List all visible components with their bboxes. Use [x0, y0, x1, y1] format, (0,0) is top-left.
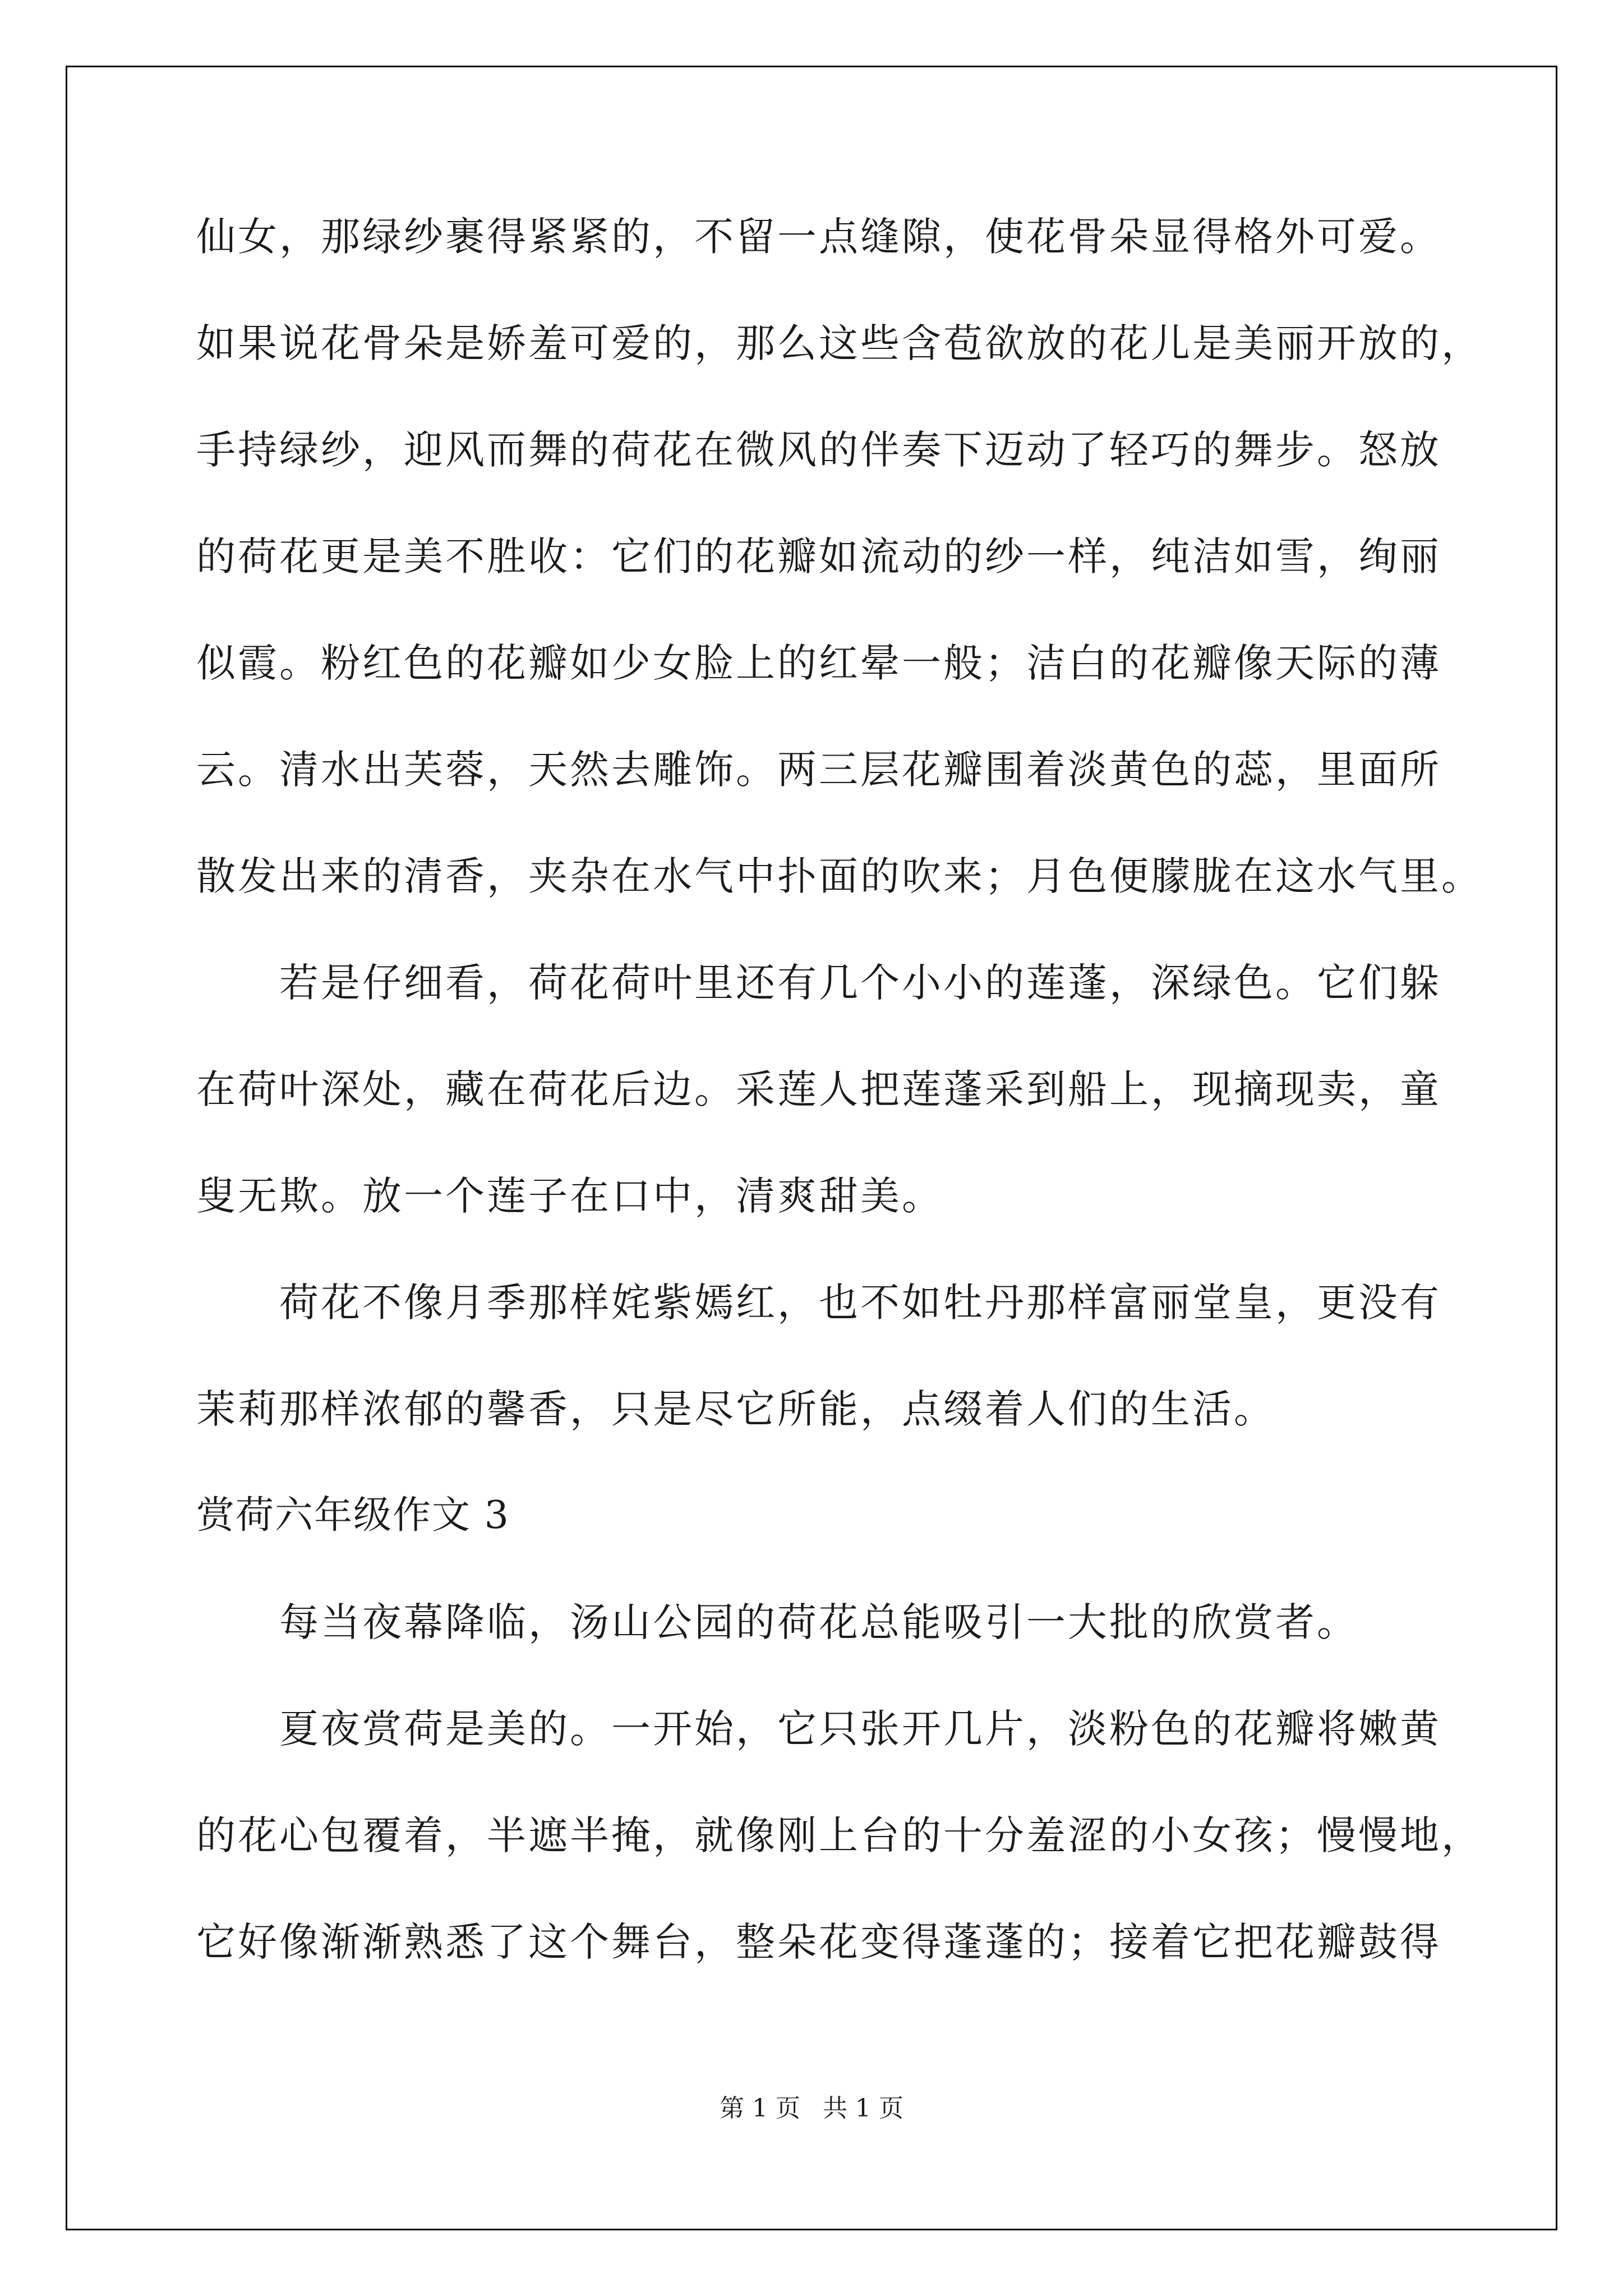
page-footer [0, 2095, 1623, 2122]
text-line: 似霞。粉红色的花瓣如少女脸上的红晕一般；洁白的花瓣像天际的薄 [196, 640, 1441, 686]
paragraph-first-line: 若是仔细看，荷花荷叶里还有几个小小的莲蓬，深绿色。它们躲 [279, 960, 1441, 1006]
paragraph-first-line: 每当夜幕降临，汤山公园的荷花总能吸引一大批的欣赏者。 [279, 1599, 1358, 1645]
text-line: 它好像渐渐熟悉了这个舞台，整朵花变得蓬蓬的；接着它把花瓣鼓得 [196, 1919, 1441, 1965]
text-line: 散发出来的清香，夹杂在水气中扑面的吹来；月色便朦胧在这水气里。 [196, 853, 1483, 899]
text-line: 手持绿纱，迎风而舞的荷花在微风的伴奏下迈动了轻巧的舞步。怒放 [196, 427, 1441, 473]
text-line: 云。清水出芙蓉，天然去雕饰。两三层花瓣围着淡黄色的蕊，里面所 [196, 747, 1441, 793]
page-total: 共 1 页 [823, 2094, 903, 2123]
text-line: 的花心包覆着，半遮半掩，就像刚上台的十分羞涩的小女孩；慢慢地， [196, 1812, 1483, 1858]
text-line: 的荷花更是美不胜收：它们的花瓣如流动的纱一样，纯洁如雪，绚丽 [196, 533, 1441, 579]
page-number: 第 1 页 [720, 2094, 800, 2123]
text-line: 茉莉那样浓郁的馨香，只是尽它所能，点缀着人们的生活。 [196, 1386, 1275, 1432]
text-line: 在荷叶深处，藏在荷花后边。采莲人把莲蓬采到船上，现摘现卖，童 [196, 1066, 1441, 1112]
text-line: 仙女，那绿纱裹得紧紧的，不留一点缝隙，使花骨朵显得格外可爱。 [196, 214, 1441, 260]
paragraph-first-line: 夏夜赏荷是美的。一开始，它只张开几片，淡粉色的花瓣将嫩黄 [279, 1706, 1441, 1752]
paragraph-first-line: 荷花不像月季那样姹紫嫣红，也不如牡丹那样富丽堂皇，更没有 [279, 1280, 1441, 1326]
text-line: 如果说花骨朵是娇羞可爱的，那么这些含苞欲放的花儿是美丽开放的， [196, 320, 1483, 366]
text-line: 叟无欺。放一个莲子在口中，清爽甜美。 [196, 1173, 943, 1219]
section-heading: 赏荷六年级作文 3 [196, 1493, 510, 1538]
page-border [66, 66, 1557, 2230]
